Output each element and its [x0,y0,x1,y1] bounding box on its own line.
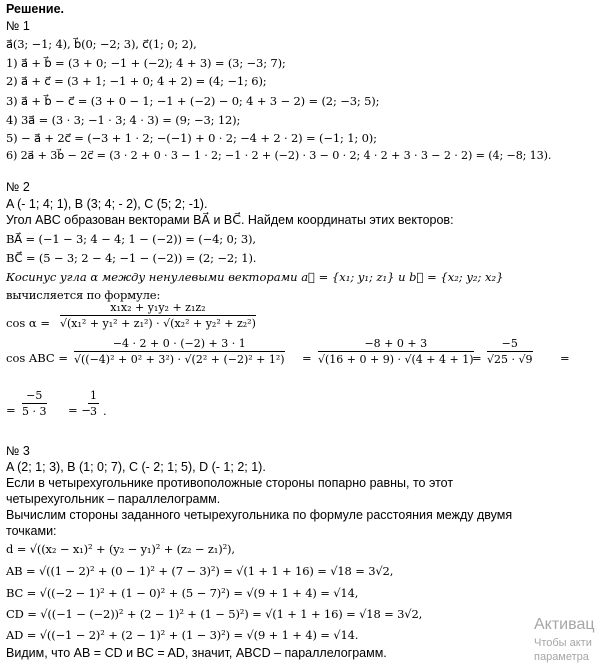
distance-formula: d = √((x₂ − x₁)² + (y₂ − y₁)² + (z₂ − z₁)²), [6,542,235,556]
equals-sign-4: = [6,403,16,417]
problem-2-points: A (- 1; 4; 1), B (3; 4; - 2), C (5; 2; -1). [6,197,208,211]
problem-3-conclusion: Видим, что AB = CD и BC = AD, значит, ABCD – параллелограмм. [6,646,387,660]
problem-3-text-4: точками: [6,524,57,538]
final-period: . [103,404,107,418]
problem-2-formula-intro: вычисляется по формуле: [6,288,161,302]
problem-1-step-5: 5) − a⃗ + 2c⃗ = (−3 + 1 · 2; −(−1) + 0 · 2; −4 + 2 · 2) = (−1; 1; 0); [6,131,377,145]
cos-abc-fraction-2 [318,337,474,366]
side-bc: BC = √((−2 − 1)² + (1 − 0)² + (5 − 7)²) = √(9 + 1 + 4) = √14, [6,586,359,600]
problem-2-vector-bc: BC⃗ = (5 − 3; 2 − 4; −1 − (−2)) = (2; −2; 1). [6,251,257,265]
problem-2-cosine-text: Косинус угла α между ненулевыми векторами a⃗ = {x₁; y₁; z₁} и b⃗ = {x₂; y₂; x₂} [6,270,504,284]
equals-minus-sign: = − [68,403,91,417]
cos-abc-denominator-3: √25 · √9 [487,353,533,366]
problem-1-step-4: 4) 3a⃗ = (3 · 3; −1 · 3; 4 · 3) = (9; −3; 12); [6,113,241,127]
problem-3-title: № 3 [6,444,30,458]
side-cd: CD = √((−1 − (−2))² + (2 − 1)² + (1 − 5)²) = √(1 + 1 + 16) = √18 = 3√2, [6,607,423,621]
problem-3-text-2: четырехугольник – параллелограмм. [6,492,221,506]
cos-abc-denominator-2: √(16 + 0 + 9) · √(4 + 4 + 1) [318,353,474,366]
equals-sign-1: = [302,351,312,365]
problem-1-step-1: 1) a⃗ + b⃗ = (3 + 0; −1 + (−2); 4 + 3) = (3; −3; 7); [6,56,286,70]
side-ad: AD = √((−1 − 2)² + (2 − 1)² + (1 − 3)²) = √(9 + 1 + 4) = √14. [6,628,359,642]
side-ab: AB = √((1 − 2)² + (0 − 1)² + (7 − 3)²) = √(1 + 1 + 16) = √18 = 3√2, [6,564,394,578]
problem-1-given-vectors: a⃗(3; −1; 4), b⃗(0; −2; 3), c⃗(1; 0; 2), [6,37,197,51]
solution-heading: Решение. [6,2,65,16]
equals-sign-3: = [560,351,570,365]
final-fraction [88,389,99,418]
cos-alpha-numerator: x₁x₂ + y₁y₂ + z₁z₂ [60,301,256,316]
cos-abc-fraction-1 [74,337,285,366]
problem-2-vector-ba: BA⃗ = (−1 − 3; 4 − 4; 1 − (−2)) = (−4; 0; 3), [6,232,256,246]
cos-alpha-label: cos α = [6,316,50,330]
activation-watermark-text [534,636,592,664]
result-denominator: 5 · 3 [22,405,47,418]
result-fraction [22,389,47,418]
final-denominator: 3 [90,405,97,418]
final-numerator: 1 [90,389,97,402]
result-numerator: −5 [22,389,47,404]
cos-abc-denominator-1: √((−4)² + 0² + 3²) · √(2² + (−2)² + 1²) [74,353,285,366]
cos-abc-numerator-2: −8 + 0 + 3 [318,337,474,352]
problem-1-step-6: 6) 2a⃗ + 3b⃗ − 2c⃗ = (3 · 2 + 0 · 3 − 1 · 2; −1 · 2 + (−2) · 3 − 0 · 2; 4 · 2 + 3 · 3 − 2 · 2) = (4; −8; 13). [6,149,552,162]
cos-abc-numerator-3: −5 [487,337,533,352]
equals-sign-2: = [472,351,482,365]
problem-2-angle-text: Угол ABC образован векторами BA⃗ и BC⃗. Найдем координаты этих векторов: [6,213,454,227]
problem-1-step-2: 2) a⃗ + c⃗ = (3 + 1; −1 + 0; 4 + 2) = (4; −1; 6); [6,74,267,88]
activation-watermark-title: Активац [534,616,595,633]
activation-watermark-line-3: параметра [534,651,589,663]
problem-3-text-1: Если в четырехугольнике противоположные стороны попарно равны, то этот [6,476,454,490]
problem-1-title: № 1 [6,19,30,33]
cos-alpha-fraction [60,301,256,330]
cos-abc-label: cos ABC = [6,351,68,365]
problem-3-text-3: Вычислим стороны заданного четырехугольника по формуле расстояния между двумя [6,508,513,522]
activation-watermark-line-2: Чтобы акти [534,637,592,649]
cos-abc-fraction-3 [487,337,533,366]
cos-abc-numerator-1: −4 · 2 + 0 · (−2) + 3 · 1 [74,337,285,352]
problem-3-points: A (2; 1; 3), B (1; 0; 7), C (- 2; 1; 5), D (- 1; 2; 1). [6,460,266,474]
cos-alpha-denominator: √(x₁² + y₁² + z₁²) · √(x₂² + y₂² + z₂²) [60,317,256,330]
problem-1-step-3: 3) a⃗ + b⃗ − c⃗ = (3 + 0 − 1; −1 + (−2) − 0; 4 + 3 − 2) = (2; −3; 5); [6,94,380,108]
problem-2-title: № 2 [6,180,30,194]
